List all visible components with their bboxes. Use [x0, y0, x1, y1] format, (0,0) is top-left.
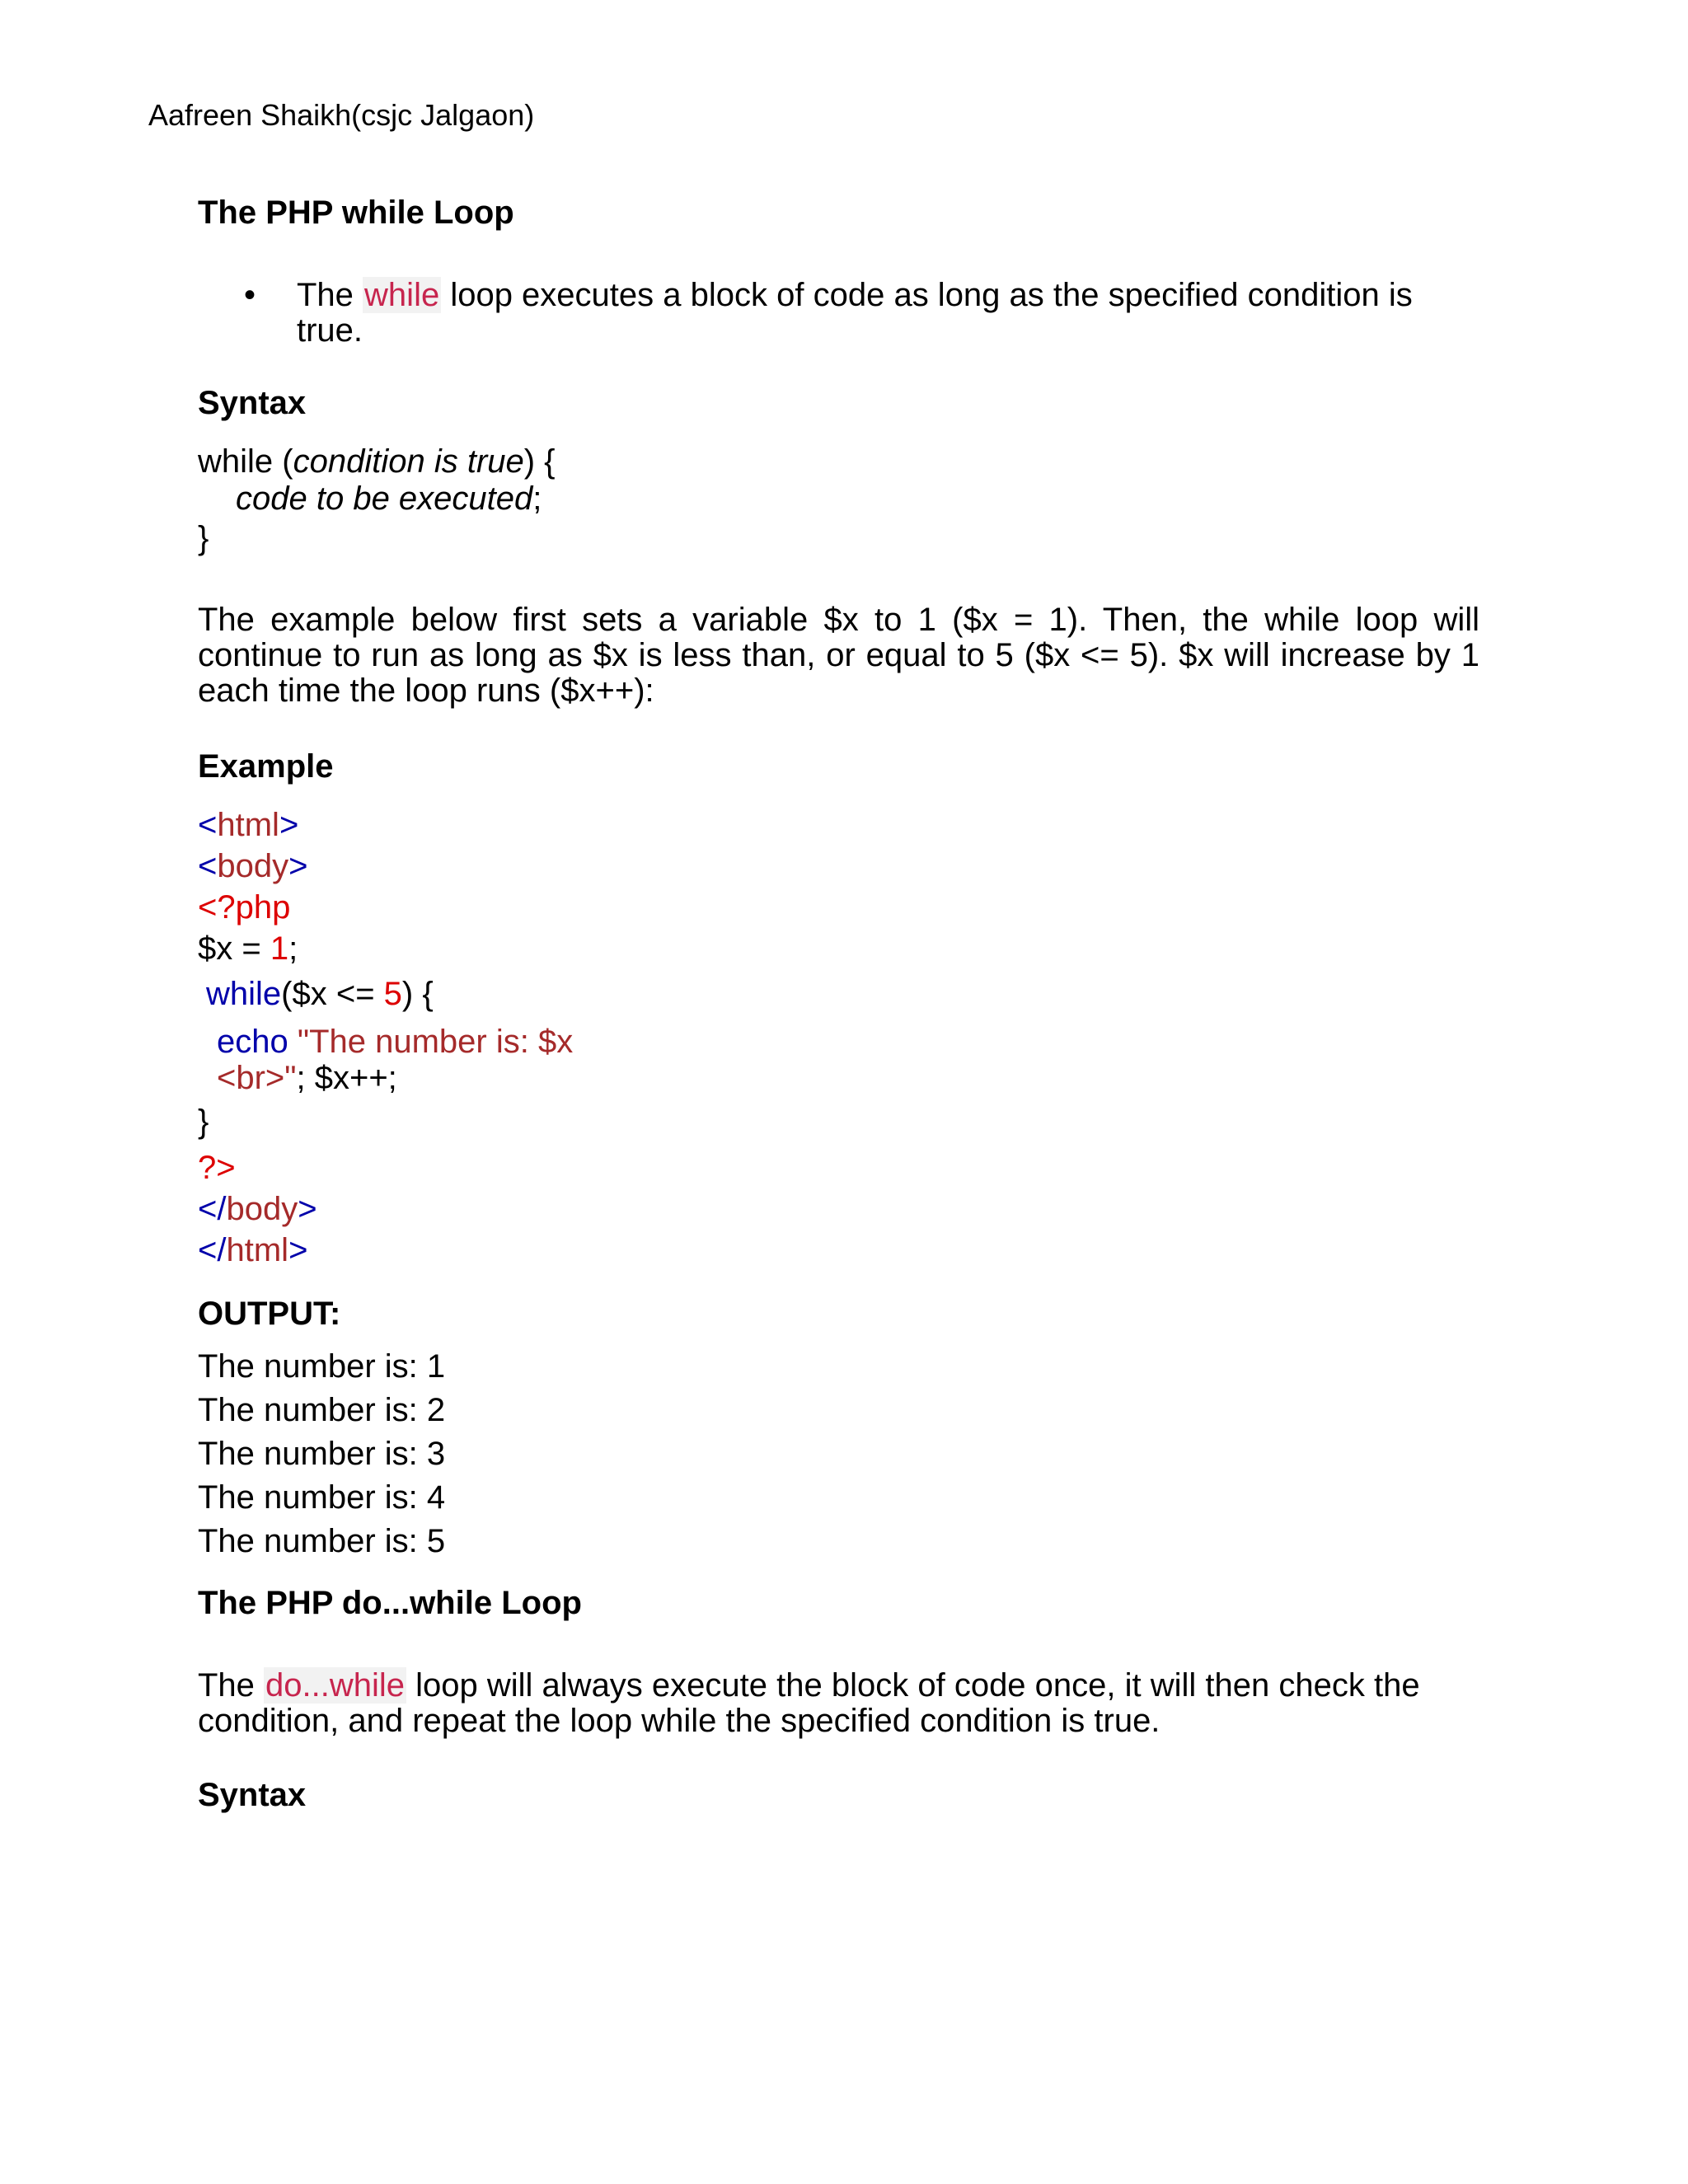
output-line: The number is: 1 [198, 1348, 446, 1385]
code-line-echo-cont: <br>"; $x++; [217, 1060, 397, 1096]
code-line-while: while($x <= 5) { [206, 976, 434, 1012]
syntax-heading: Syntax [198, 385, 307, 421]
bullet-icon: • [244, 277, 256, 313]
dowhile-description: The do...while loop will always execute the block of code once, it will then check the condition, and repeat the loop while the specified condition is true. [198, 1667, 1420, 1739]
inline-code-while: while [364, 277, 440, 313]
output-line: The number is: 2 [198, 1392, 446, 1428]
code-line-close-brace: } [198, 1104, 209, 1140]
bullet-list-item [198, 278, 1479, 349]
code-line-html-close: </html> [198, 1232, 308, 1268]
while-description: The example below first sets a variable $x to 1 ($x = 1). Then, the while loop will continue to run as long as $x is less than, or equal to 5 ($x <= 5). $x will increase by 1 each time the loop runs ($x++): [198, 602, 1479, 709]
section-title-while: The PHP while Loop [198, 194, 514, 231]
bullet-text: The while loop executes a block of code as long as the specified condition is true. [297, 277, 1413, 349]
document-content [198, 191, 1479, 1816]
output-heading: OUTPUT: [198, 1296, 341, 1332]
output-line: The number is: 4 [198, 1479, 446, 1516]
output-line: The number is: 3 [198, 1436, 446, 1472]
inline-code-dowhile: do...while [265, 1667, 406, 1704]
page-header-author: Aafreen Shaikh(csjc Jalgaon) [148, 98, 535, 132]
syntax-line-3: } [198, 520, 209, 556]
output-line: The number is: 5 [198, 1523, 446, 1559]
code-line-php-close: ?> [198, 1150, 236, 1186]
syntax-block [198, 443, 1479, 560]
code-line-php-open: <?php [198, 889, 291, 926]
code-line-html-open: <html> [198, 807, 299, 843]
code-example [198, 804, 1479, 1271]
section-title-dowhile: The PHP do...while Loop [198, 1585, 582, 1621]
code-line-assign: $x = 1; [198, 930, 298, 967]
syntax-heading-dowhile: Syntax [198, 1777, 307, 1813]
code-line-echo: echo "The number is: $x [217, 1024, 574, 1060]
example-heading: Example [198, 748, 334, 785]
code-line-body-close: </body> [198, 1191, 317, 1227]
syntax-line-1: while (condition is true) { [198, 443, 556, 480]
output-block [198, 1345, 1479, 1563]
syntax-line-2: code to be executed; [236, 480, 542, 517]
code-line-body-open: <body> [198, 848, 308, 884]
